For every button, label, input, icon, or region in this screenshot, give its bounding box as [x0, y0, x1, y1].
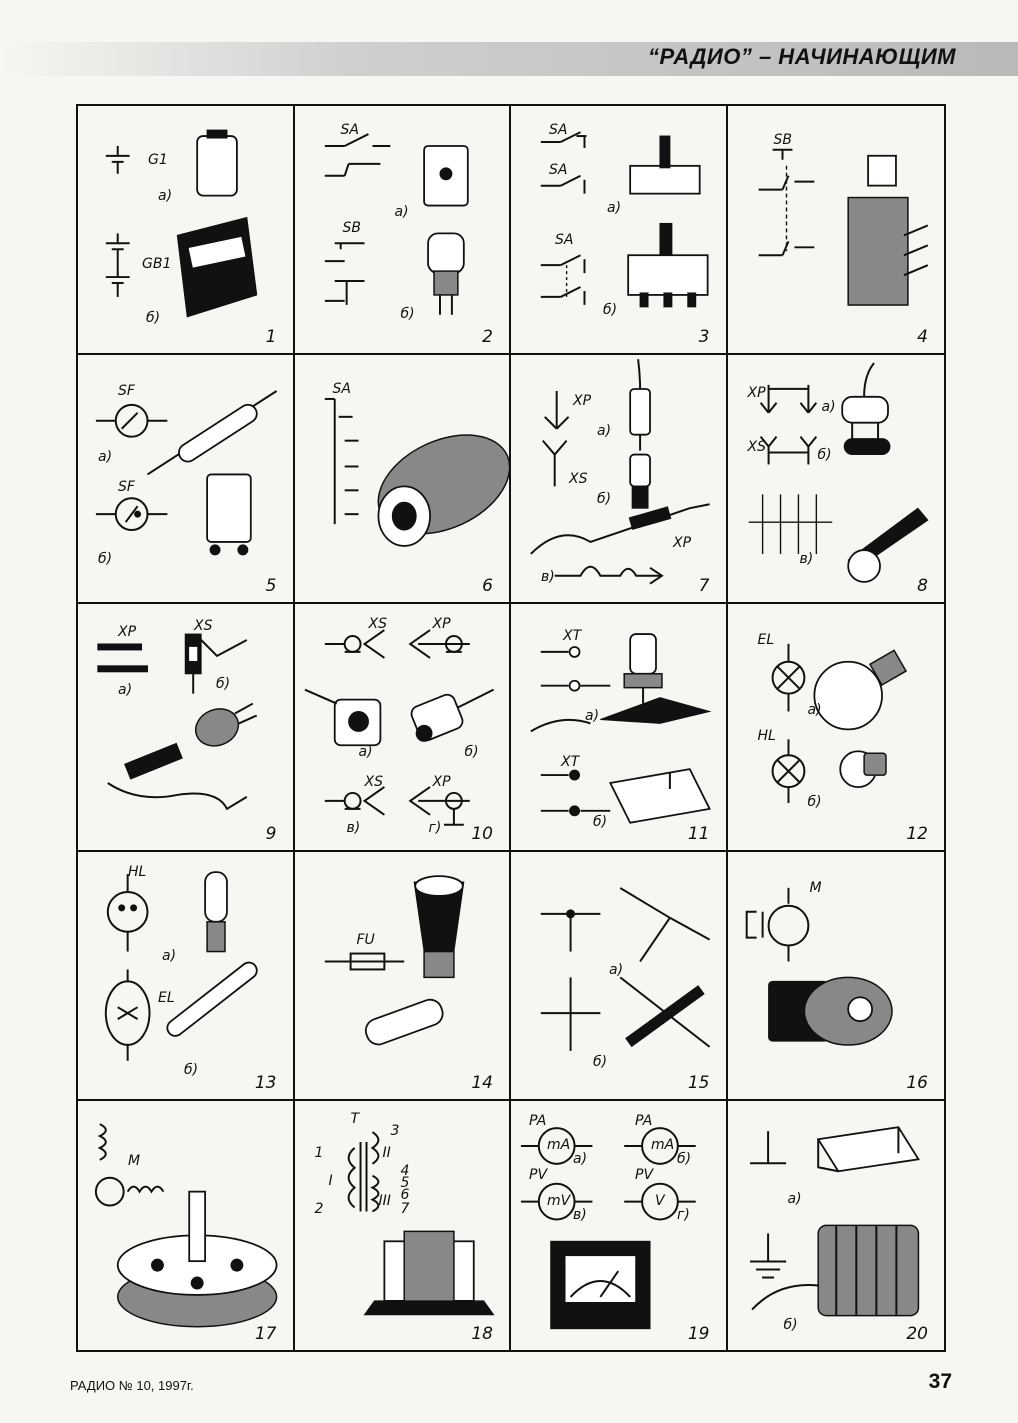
- label-v: в): [799, 550, 814, 567]
- electric-motor-drawing: [728, 852, 945, 1099]
- label-sa: SA: [549, 162, 568, 178]
- cell-number: 9: [265, 824, 277, 845]
- label-a: а): [597, 422, 612, 439]
- cell-number: 5: [265, 575, 277, 596]
- cell-number: 20: [906, 1324, 928, 1344]
- label-2: 2: [314, 1201, 324, 1218]
- label-a: а): [98, 448, 113, 465]
- label-b: б): [184, 1062, 199, 1079]
- fuse-drawing: [295, 852, 510, 1099]
- cell-number: 11: [687, 824, 710, 845]
- cell-10: [295, 604, 512, 853]
- label-3: 3: [390, 1123, 400, 1140]
- label-b: б): [400, 306, 415, 322]
- label-xs: XS: [368, 615, 387, 632]
- coax-connector-drawing: [295, 604, 510, 851]
- label-mv: mV: [547, 1193, 571, 1210]
- label-pv: PV: [529, 1167, 548, 1184]
- meter-drawing: [511, 1101, 726, 1350]
- label-xs: XS: [194, 617, 213, 634]
- label-g: г): [428, 819, 442, 836]
- cell-5: [78, 355, 295, 604]
- rotary-switch-drawing: [295, 355, 510, 602]
- cell-number: 17: [254, 1324, 277, 1344]
- symbol-grid: [76, 104, 946, 1352]
- label-a: а): [609, 962, 624, 979]
- label-6: 6: [400, 1187, 410, 1204]
- terminal-clip-drawing: [511, 604, 726, 851]
- cell-6: [295, 355, 512, 604]
- label-xt: XT: [561, 753, 580, 770]
- label-i: I: [328, 1173, 333, 1190]
- label-b: б): [783, 1317, 798, 1334]
- label-7: 7: [400, 1201, 410, 1218]
- label-a: а): [573, 1151, 588, 1168]
- label-pv: PV: [635, 1167, 654, 1184]
- label-hl: HL: [128, 864, 147, 881]
- label-b: б): [597, 490, 612, 507]
- stepper-motor-drawing: [78, 1101, 293, 1350]
- label-sa: SA: [555, 232, 574, 248]
- plug-socket-drawing: [511, 355, 726, 602]
- cell-number: 12: [906, 824, 928, 845]
- label-sf: SF: [118, 478, 135, 495]
- transformer-drawing: [295, 1101, 510, 1350]
- cell-16: [728, 852, 945, 1101]
- label-a: а): [807, 701, 822, 718]
- label-sa: SA: [340, 122, 359, 138]
- label-xp: XP: [432, 773, 451, 790]
- cell-2: [295, 106, 512, 355]
- label-sa: SA: [549, 122, 568, 138]
- cell-9: [78, 604, 295, 853]
- battery-drawing: [78, 106, 293, 353]
- cell-8: [728, 355, 945, 604]
- label-1: 1: [314, 1145, 324, 1162]
- cell-18: [295, 1101, 512, 1350]
- cell-17: [78, 1101, 295, 1350]
- label-b: б): [464, 743, 479, 760]
- cell-14: [295, 852, 512, 1101]
- label-v: в): [573, 1207, 587, 1224]
- cell-7: [511, 355, 728, 604]
- label-a: а): [787, 1191, 802, 1208]
- cell-4: [728, 106, 945, 355]
- switch-drawing: [511, 106, 726, 353]
- label-m: M: [809, 880, 822, 897]
- label-xs: XS: [747, 438, 766, 455]
- label-a: а): [607, 200, 622, 216]
- label-pa: PA: [529, 1113, 547, 1130]
- label-b: б): [146, 310, 161, 326]
- cell-number: 4: [917, 326, 928, 347]
- label-xp: XP: [747, 384, 766, 401]
- cell-1: [78, 106, 295, 355]
- label-hl: HL: [757, 727, 776, 744]
- cell-20: [728, 1101, 945, 1350]
- cell-number: 10: [471, 824, 493, 845]
- label-xp: XP: [573, 392, 592, 409]
- cell-number: 3: [698, 326, 710, 347]
- label-v: в): [346, 819, 361, 836]
- cell-number: 2: [482, 326, 493, 347]
- label-b: б): [677, 1151, 692, 1168]
- label-xs: XS: [569, 470, 588, 487]
- cell-11: [511, 604, 728, 853]
- label-sa: SA: [332, 380, 351, 397]
- coax-plug-drawing: [78, 604, 293, 851]
- label-a: а): [158, 188, 173, 204]
- cell-number: 8: [917, 575, 928, 596]
- cell-number: 1: [265, 326, 277, 347]
- label-xs: XS: [364, 773, 383, 790]
- label-xp: XP: [118, 623, 137, 640]
- page-title: “РАДИО” – НАЧИНАЮЩИМ: [648, 44, 956, 69]
- label-xp: XP: [673, 534, 692, 551]
- cell-12: [728, 604, 945, 853]
- label-a: а): [394, 204, 409, 220]
- label-fu: FU: [356, 932, 375, 949]
- label-volt: V: [655, 1193, 665, 1210]
- label-m: M: [128, 1153, 141, 1170]
- label-b: б): [807, 793, 822, 810]
- cell-19: [511, 1101, 728, 1350]
- label-b: б): [216, 675, 231, 692]
- label-b: б): [98, 550, 113, 567]
- label-a: а): [585, 707, 600, 724]
- label-b: б): [817, 446, 832, 463]
- cell-number: 14: [471, 1073, 493, 1094]
- label-g: г): [677, 1207, 690, 1224]
- label-ma: mA: [547, 1137, 571, 1154]
- label-el: EL: [757, 631, 775, 648]
- issue-info: РАДИО № 10, 1997г.: [70, 1378, 194, 1393]
- label-b: б): [593, 813, 608, 830]
- label-xp: XP: [432, 615, 451, 632]
- label-a: а): [118, 681, 133, 698]
- label-sb: SB: [342, 220, 361, 236]
- label-a: а): [821, 398, 836, 415]
- label-5: 5: [400, 1175, 410, 1192]
- label-a: а): [162, 948, 177, 965]
- label-ma: mA: [651, 1137, 675, 1154]
- label-sb: SB: [773, 132, 792, 148]
- cell-number: 6: [482, 575, 493, 596]
- cell-number: 15: [687, 1073, 710, 1094]
- cell-3: [511, 106, 728, 355]
- label-gb1: GB1: [142, 256, 172, 272]
- cell-number: 13: [254, 1073, 277, 1094]
- cell-number: 16: [906, 1073, 928, 1094]
- cell-number: 7: [698, 575, 710, 596]
- label-ii: II: [382, 1145, 391, 1162]
- label-4: 4: [400, 1163, 410, 1180]
- ground-chassis-drawing: [728, 1101, 945, 1350]
- label-el: EL: [158, 990, 175, 1007]
- label-g1: G1: [148, 152, 168, 168]
- cell-number: 18: [471, 1324, 493, 1344]
- label-iii: III: [378, 1193, 391, 1210]
- label-b: б): [603, 302, 618, 318]
- cell-15: [511, 852, 728, 1101]
- label-a: а): [358, 743, 373, 760]
- page-number: 37: [928, 1370, 952, 1393]
- cell-13: [78, 852, 295, 1101]
- label-b: б): [593, 1054, 608, 1071]
- label-v: в): [541, 568, 555, 585]
- label-pa: PA: [635, 1113, 653, 1130]
- cell-number: 19: [687, 1324, 710, 1344]
- push-switch-drawing: [728, 106, 945, 353]
- label-xt: XT: [563, 627, 582, 644]
- label-sf: SF: [118, 382, 135, 399]
- label-t: T: [350, 1111, 360, 1128]
